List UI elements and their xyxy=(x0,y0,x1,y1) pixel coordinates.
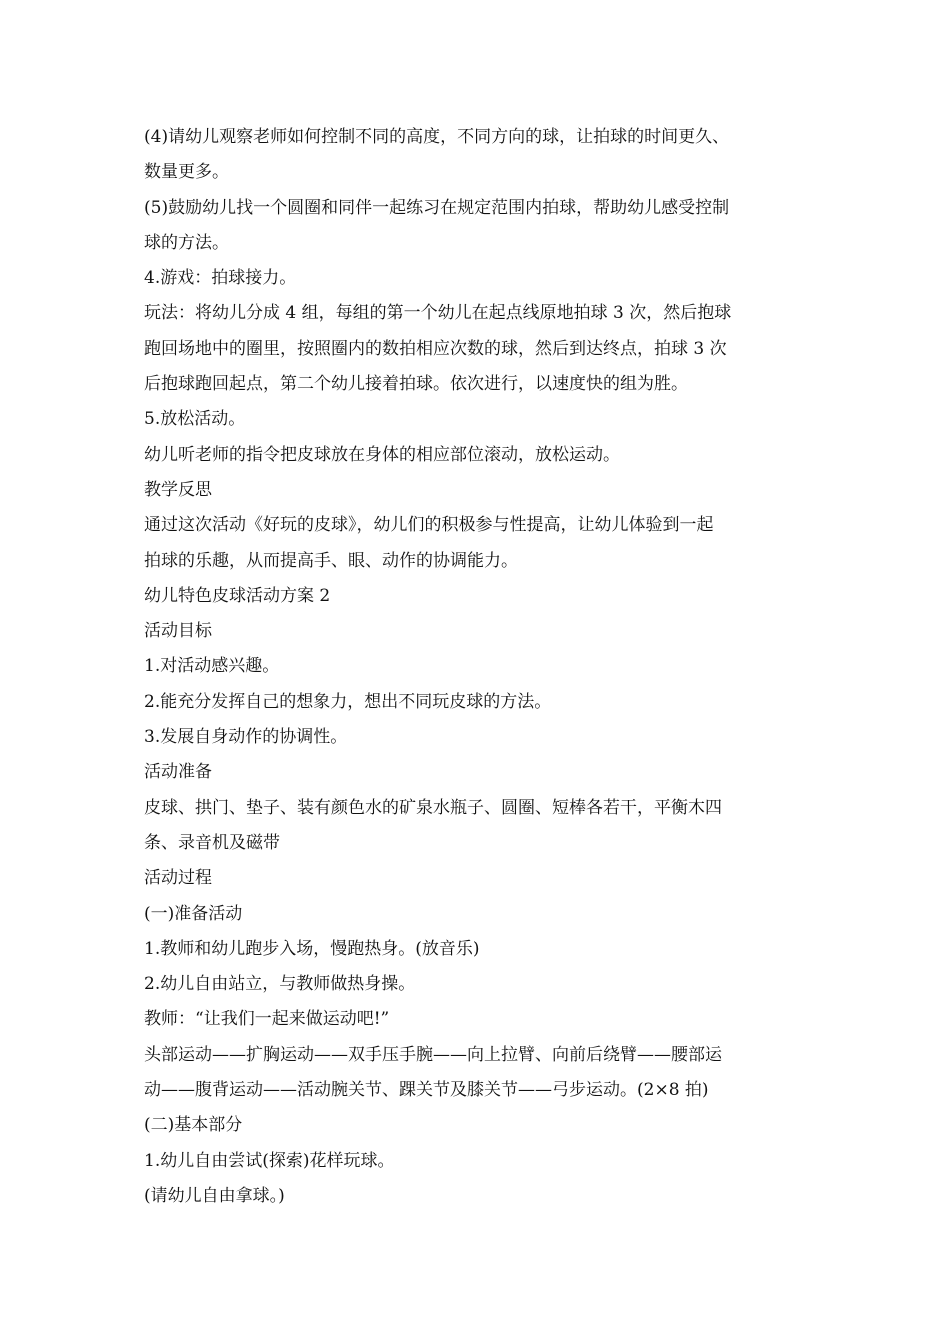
paragraph-line: 后抱球跑回起点，第二个幼儿接着拍球。依次进行，以速度快的组为胜。 xyxy=(144,374,688,395)
paragraph-line: 玩法：将幼儿分成 4 组，每组的第一个幼儿在起点线原地拍球 3 次，然后抱球 xyxy=(144,303,732,324)
section-heading: 活动过程 xyxy=(144,868,212,889)
paragraph-line: 皮球、拱门、垫子、装有颜色水的矿泉水瓶子、圆圈、短棒各若干，平衡木四 xyxy=(144,797,722,818)
section-heading: 4.游戏：拍球接力。 xyxy=(144,268,297,289)
subsection-heading: (二)基本部分 xyxy=(144,1115,243,1136)
list-item: 3.发展自身动作的协调性。 xyxy=(144,727,348,748)
paragraph-line: 通过这次活动《好玩的皮球》，幼儿们的积极参与性提高，让幼儿体验到一起 xyxy=(144,515,714,536)
paragraph-line: 球的方法。 xyxy=(144,232,229,253)
list-item: 1.对活动感兴趣。 xyxy=(144,656,280,677)
list-item: 1.幼儿自由尝试(探索)花样玩球。 xyxy=(144,1150,395,1171)
paragraph-line: 条、录音机及磁带 xyxy=(144,832,280,853)
subsection-heading: (一)准备活动 xyxy=(144,903,243,924)
paragraph-line: 教师：“让我们一起来做运动吧!” xyxy=(144,1009,390,1030)
paragraph-line: (5)鼓励幼儿找一个圆圈和同伴一起练习在规定范围内拍球，帮助幼儿感受控制 xyxy=(144,197,730,218)
section-heading: 教学反思 xyxy=(144,479,212,500)
paragraph-line: 数量更多。 xyxy=(144,162,229,183)
paragraph-line: 头部运动——扩胸运动——双手压手腕——向上拉臂、向前后绕臂——腰部运 xyxy=(144,1044,722,1065)
paragraph-line: 拍球的乐趣，从而提高手、眼、动作的协调能力。 xyxy=(144,550,518,571)
section-heading: 活动目标 xyxy=(144,621,212,642)
paragraph-line: 幼儿听老师的指令把皮球放在身体的相应部位滚动，放松运动。 xyxy=(144,444,620,465)
paragraph-line: (请幼儿自由拿球。) xyxy=(144,1185,285,1206)
list-item: 2.幼儿自由站立，与教师做热身操。 xyxy=(144,974,416,995)
section-heading: 5.放松活动。 xyxy=(144,409,246,430)
paragraph-line: 动——腹背运动——活动腕关节、踝关节及膝关节——弓步运动。(2×8 拍) xyxy=(144,1080,709,1101)
document-title: 幼儿特色皮球活动方案 2 xyxy=(144,585,331,606)
section-heading: 活动准备 xyxy=(144,762,212,783)
paragraph-line: (4)请幼儿观察老师如何控制不同的高度，不同方向的球，让拍球的时间更久、 xyxy=(144,127,730,147)
document-body xyxy=(144,120,812,1214)
paragraph-line: 跑回场地中的圈里，按照圈内的数拍相应次数的球，然后到达终点，拍球 3 次 xyxy=(144,338,727,359)
list-item: 1.教师和幼儿跑步入场，慢跑热身。(放音乐) xyxy=(144,938,480,959)
list-item: 2.能充分发挥自己的想象力，想出不同玩皮球的方法。 xyxy=(144,691,552,712)
